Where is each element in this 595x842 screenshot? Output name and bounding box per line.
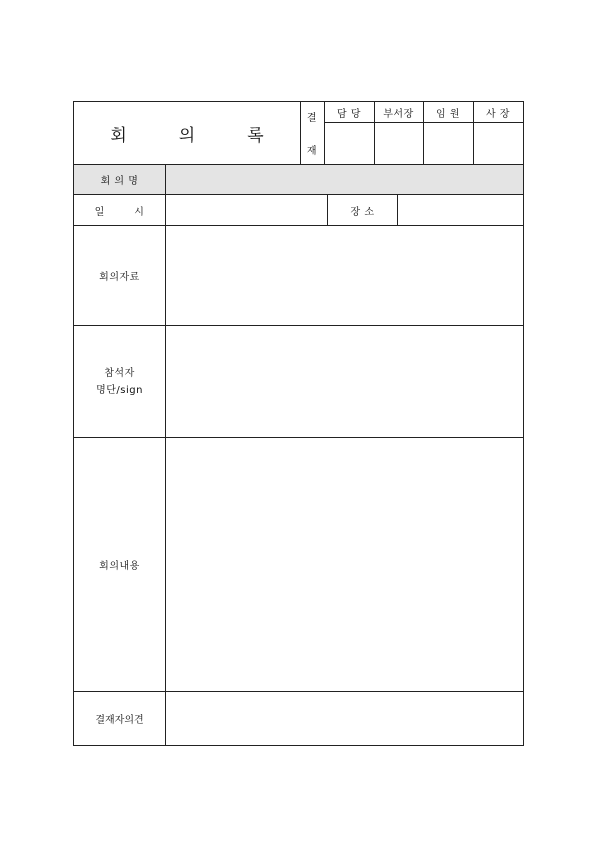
approval-header-president: 사 장 bbox=[486, 108, 510, 120]
content-field[interactable] bbox=[166, 438, 523, 691]
approval-header-dept-head: 부서장 bbox=[383, 108, 414, 120]
approval-sign-dept-head[interactable] bbox=[375, 123, 423, 164]
approval-sign-executive[interactable] bbox=[424, 123, 473, 164]
approval-sign-staff[interactable] bbox=[325, 123, 374, 164]
approval-sign-president[interactable] bbox=[474, 123, 523, 164]
materials-field[interactable] bbox=[166, 226, 523, 325]
approval-label: 결 재 bbox=[306, 113, 318, 157]
title-char: 의 bbox=[178, 125, 196, 146]
meeting-name-field[interactable] bbox=[166, 165, 523, 194]
date-field[interactable] bbox=[166, 195, 327, 225]
form-title bbox=[74, 102, 300, 164]
content-label: 회의내용 bbox=[99, 561, 140, 572]
title-char: 록 bbox=[247, 125, 264, 146]
meeting-name-label: 회 의 명 bbox=[100, 176, 139, 187]
attendees-label: 참석자 명단/sign bbox=[96, 367, 143, 396]
title-char: 회 bbox=[110, 125, 127, 146]
place-label: 장 소 bbox=[350, 206, 375, 218]
attendees-field[interactable] bbox=[166, 326, 523, 437]
approval-header-staff: 담 당 bbox=[337, 108, 361, 120]
materials-label: 회의자료 bbox=[99, 272, 140, 283]
date-label: 일 시 bbox=[94, 206, 145, 218]
approval-header-executive: 임 원 bbox=[436, 108, 460, 120]
meeting-minutes-form bbox=[73, 101, 524, 746]
place-field[interactable] bbox=[398, 195, 523, 225]
approver-opinion-field[interactable] bbox=[166, 692, 523, 745]
approver-opinion-label: 결재자의견 bbox=[95, 715, 144, 726]
